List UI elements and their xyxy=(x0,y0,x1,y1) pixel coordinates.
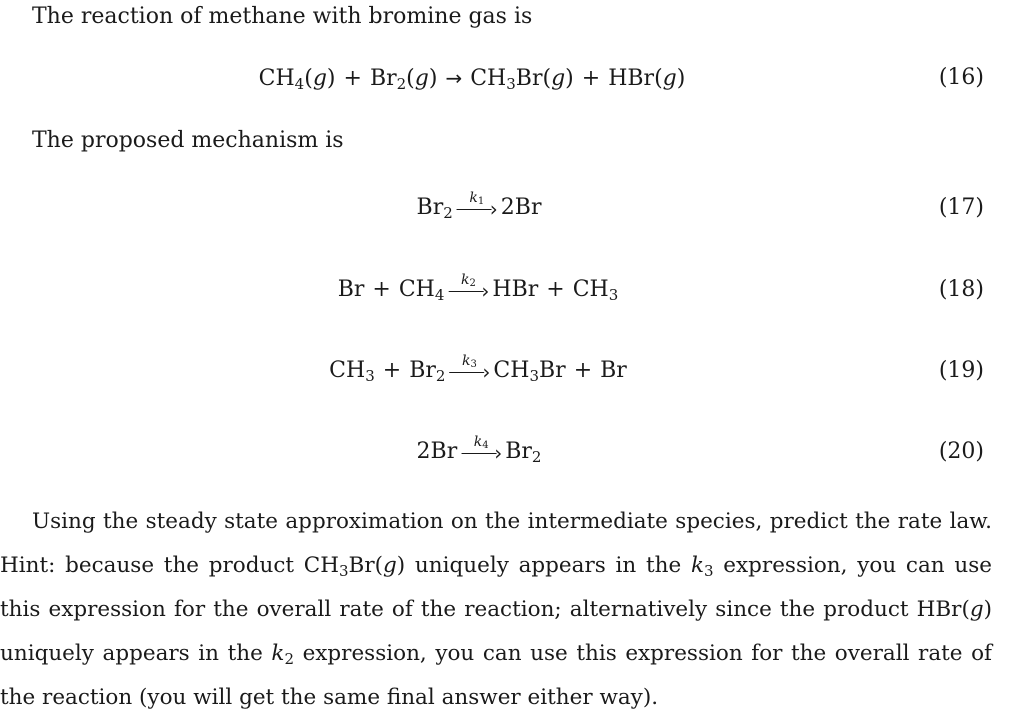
equation-number-18: (18) xyxy=(938,277,984,302)
eq16-plus: + xyxy=(343,66,362,91)
equation-19: $CH_3 + Br_2$ $k_3$ › $CH_3Br + Br$ xyxy=(329,353,627,385)
rate-arrow-k2: $k_2$ › xyxy=(448,276,488,304)
intro-text: The reaction of methane with bromine gas is xyxy=(32,4,533,29)
mechanism-text: The proposed mechanism is xyxy=(32,128,344,153)
rate-arrow-k1: $k_1$ › xyxy=(457,194,497,222)
instructions-paragraph: Using the steady state approximation on the intermediate species, predict the rate law. Hint: because the product $CH_3Br(g)$ uniquely appears in the $k_3$ expression, you can use this expression for the overall rate of the reaction; alternatively since the product HBr(g) uniquely appears in the $k_2$ expression, you can use this expression for the overall rate of the reaction (you will get the same final answer either way). xyxy=(0,509,992,710)
eq16-hbr: HBr(g) xyxy=(608,66,686,91)
rate-arrow-k3: $k_3$ › xyxy=(449,357,489,385)
eq16-ch3br: $CH_3Br(g)$ xyxy=(470,66,574,93)
eq16-arrow: → xyxy=(445,66,463,90)
equation-number-20: (20) xyxy=(938,439,984,464)
equation-16 xyxy=(259,64,686,93)
equation-17: $Br_2$ $k_1$ › 2Br xyxy=(416,190,542,222)
equation-20: 2Br $k_4$ › $Br_2$ xyxy=(416,434,542,466)
eq16-plus-2: + xyxy=(581,66,601,91)
eq16-ch4: $CH_4(g)$ xyxy=(258,66,336,93)
equation-18: $Br + CH_4$ $k_2$ › HBr + $CH_3$ xyxy=(337,272,619,304)
equation-number-17: (17) xyxy=(938,195,984,220)
rate-arrow-k4: $k_4$ › xyxy=(461,438,501,466)
eq16-br2: $Br_2(g)$ xyxy=(369,66,438,93)
equation-number-16: (16) xyxy=(938,65,984,90)
equation-number-19: (19) xyxy=(938,358,984,383)
